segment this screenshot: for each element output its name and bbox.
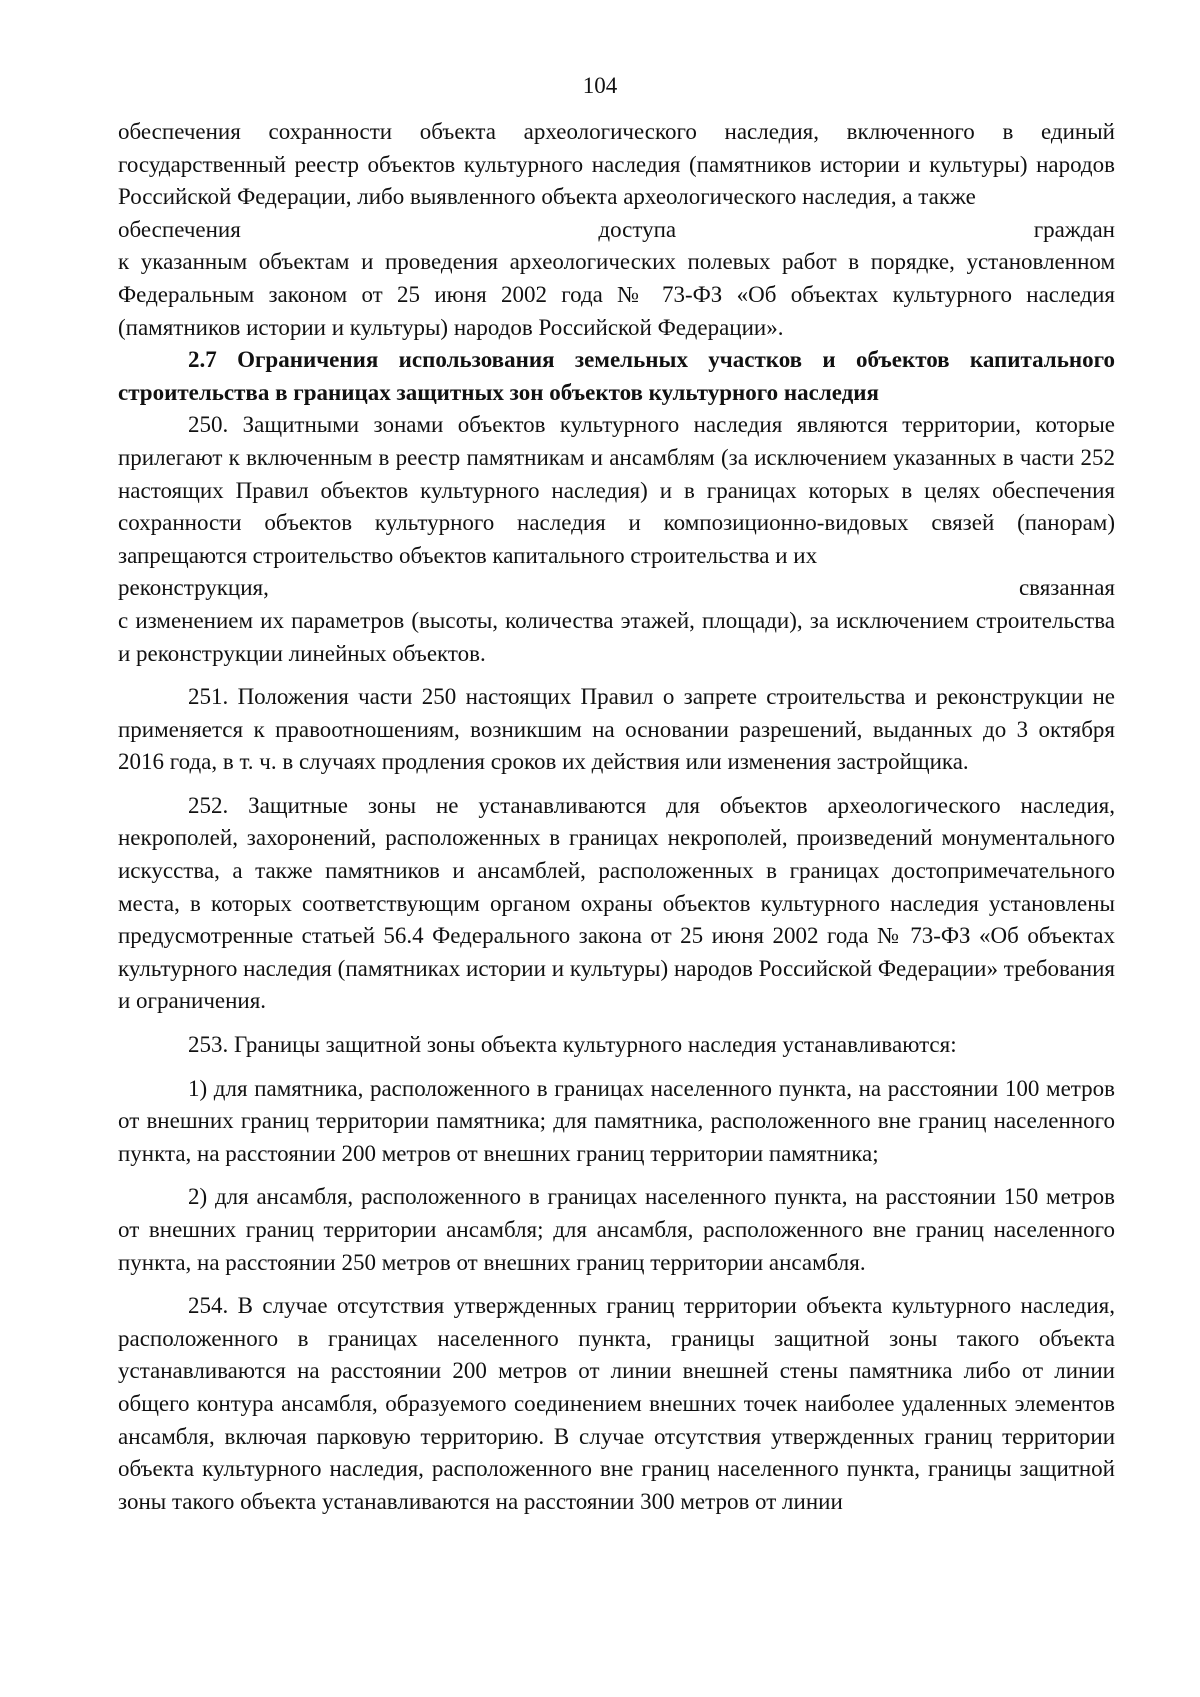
intro-word: доступа <box>598 216 677 242</box>
section-title: 2.7 Ограничения использования земельных участков и объектов капитального строительства в границах защитных зон объектов культурного наследия <box>118 347 1115 405</box>
paragraph-252: 252. Защитные зоны не устанавливаются для объектов археологического наследия, некрополей, захоронений, расположенных в границах некрополей, произведений монументального искусства, а также памятников и ансамблей, расположенных в границах достопримечательного места, в которых соответствующим органом охраны объектов культурного наследия установлены предусмотренные статьей 56.4 Федерального закона от 25 июня 2002 года № 73-ФЗ «Об объектах культурного наследия (памятниках истории и культуры) народов Российской Федерации» требования и ограничения. <box>118 792 1115 1014</box>
paragraph-253-item-2: 2) для ансамбля, расположенного в границах населенного пункта, на расстоянии 150 метров от внешних границ территории ансамбля; для ансамбля, расположенного вне границ населенного пункта, на расстоянии 250 метров от внешних границ территории ансамбля. <box>118 1184 1115 1275</box>
paragraph-253-item-1: 1) для памятника, расположенного в границах населенного пункта, на расстоянии 100 метров от внешних границ территории памятника; для памятника, расположенного вне границ населенного пункта, на расстоянии 200 метров от внешних границ территории памятника; <box>118 1075 1115 1166</box>
intro-word: граждан <box>1033 216 1115 242</box>
paragraph-253: 253. Границы защитной зоны объекта культурного наследия устанавливаются: <box>188 1032 957 1058</box>
page-number: 104 <box>582 73 618 98</box>
paragraph-250-spaced-line <box>118 572 1115 605</box>
paragraph-250-word: реконструкция, <box>118 575 269 601</box>
intro-paragraph-end: к указанным объектам и проведения археологических полевых работ в порядке, установленном Федеральным законом от 25 июня 2002 года № 73-ФЗ «Об объектах культурного наследия (памятников истории и культуры) народов Российской Федерации». <box>118 249 1115 340</box>
intro-paragraph-start: обеспечения сохранности объекта археологического наследия, включенного в единый государственный реестр объектов культурного наследия (памятников истории и культуры) народов Российской Федерации, либо выявленного объекта археологического наследия, а также <box>118 119 1115 210</box>
paragraph-251: 251. Положения части 250 настоящих Правил о запрете строительства и реконструкции не применяется к правоотношениям, возникшим на основании разрешений, выданных до 3 октября 2016 года, в т. ч. в случаях продления сроков их действия или изменения застройщика. <box>118 684 1115 775</box>
intro-word: обеспечения <box>118 216 241 242</box>
paragraph-250-word: связанная <box>1018 575 1115 601</box>
paragraph-250: 250. Защитными зонами объектов культурного наследия являются территории, которые прилегают к включенным в реестр памятникам и ансамблям (за исключением указанных в части 252 настоящих Правил объектов культурного наследия) и в границах которых в целях обеспечения сохранности объектов культурного наследия и композиционно-видовых связей (панорам) запрещаются строительство объектов капитального строительства и их <box>118 412 1115 568</box>
document-body <box>118 116 1115 1518</box>
intro-spaced-line <box>118 214 1115 247</box>
paragraph-250-end: с изменением их параметров (высоты, количества этажей, площади), за исключением строительства и реконструкции линейных объектов. <box>118 607 1115 666</box>
paragraph-254: 254. В случае отсутствия утвержденных границ территории объекта культурного наследия, расположенного в границах населенного пункта, границы защитной зоны такого объекта устанавливаются на расстоянии 200 метров от линии внешней стены памятника либо от линии общего контура ансамбля, образуемого соединением внешних точек наиболее удаленных элементов ансамбля, включая парковую территорию. В случае отсутствия утвержденных границ территории объекта культурного наследия, расположенного вне границ населенного пункта, границы защитной зоны такого объекта устанавливаются на расстоянии 300 метров от линии <box>118 1293 1115 1514</box>
